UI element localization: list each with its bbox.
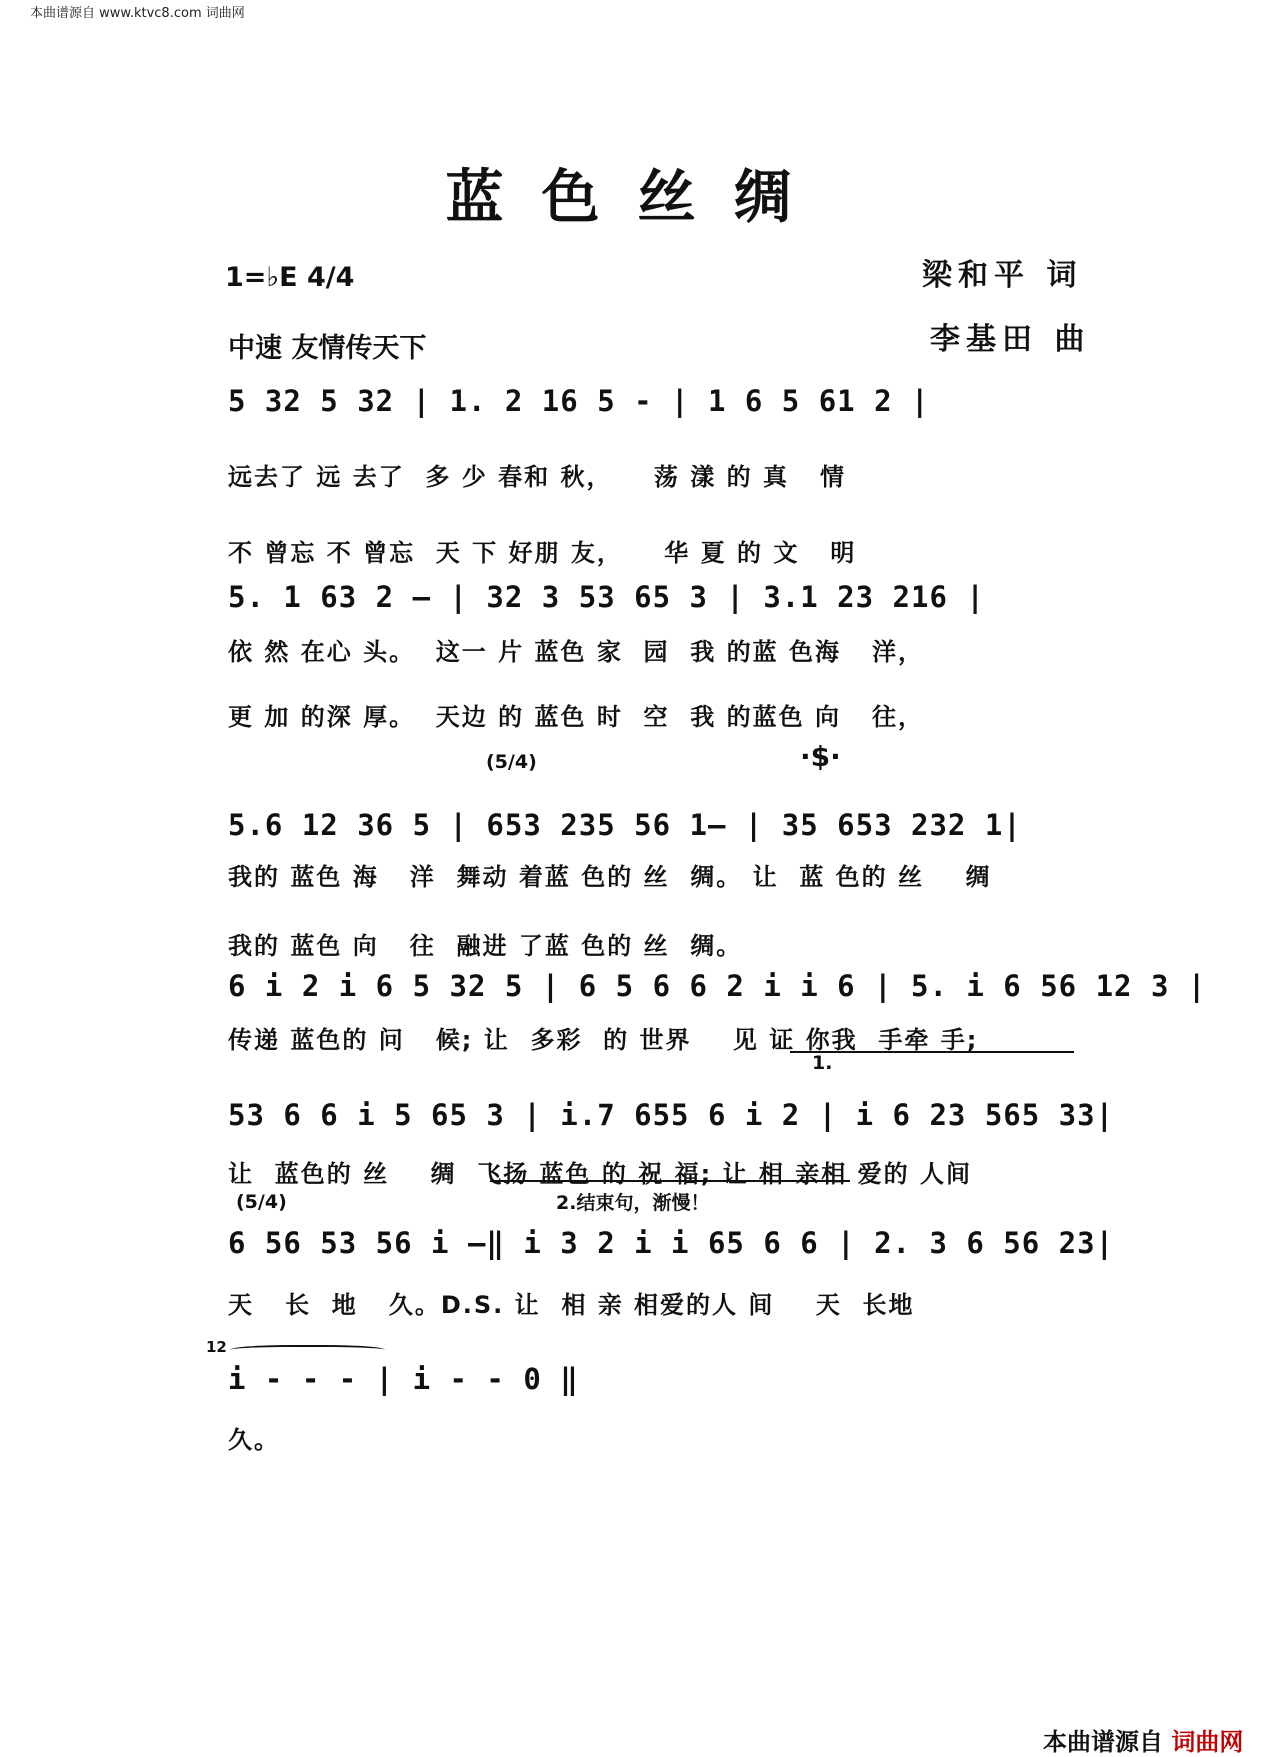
notation-row-7: i - - - | i - - 0 ‖ [228,1362,579,1396]
notation-row-2: 5. 1 63 2 — | 32 3 53 65 3 | 3.1 23 216 | [228,580,985,614]
notation-row-1: 5 32 5 32 | 1. 2 16 5 - | 1 6 5 61 2 | [228,384,930,418]
song-title: 蓝色丝绸 [445,163,830,231]
lyric-row-6: 天 长 地 久。D.S. 让 相 亲 相爱的人 间 天 长地 [228,1291,915,1319]
segno-sign: ·$· [800,740,841,773]
composer-credit: 李基田 曲 [930,322,1091,357]
bottom-watermark-site: 词曲网 [1171,1728,1244,1756]
tempo-marking: 中速 友情传天下 [228,333,427,364]
lyric-row-3-verse-1: 我的 蓝色 海 洋 舞动 着蓝 色的 丝 绸。 让 蓝 色的 丝 绸 [228,863,992,891]
lyric-row-4: 传递 蓝色的 问 候; 让 多彩 的 世界 见 证 你我 手牵 手; [228,1026,979,1054]
notation-row-3: 5.6 12 36 5 | 653 235 56 1— | 35 653 232 1| [228,808,1022,842]
key-signature: 1=♭E 4/4 [225,262,355,293]
lyricist-credit: 梁和平 词 [922,258,1083,293]
volta-2-bracket [490,1180,850,1182]
time-change-marker-1: (5/4) [486,751,537,773]
bottom-watermark [1043,1722,1243,1757]
volta-1-label: 1. [812,1052,833,1074]
lyric-row-1-verse-2: 不 曾忘 不 曾忘 天 下 好朋 友， 华 夏 的 文 明 [228,539,857,567]
lyric-row-2-verse-1: 依 然 在心 头。 这一 片 蓝色 家 园 我 的蓝 色海 洋， [228,638,925,666]
lyric-row-3-verse-2: 我的 蓝色 向 往 融进 了蓝 色的 丝 绸。 [228,932,743,960]
lyric-row-5: 让 蓝色的 丝 绸 飞扬 蓝色 的 祝 福; 让 相 亲相 爱的 人间 [228,1160,972,1188]
bottom-watermark-source: 本曲谱源自 [1043,1728,1163,1756]
tie-arc [230,1345,385,1357]
lyric-row-2-verse-2: 更 加 的深 厚。 天边 的 蓝色 时 空 我 的蓝色 向 往， [228,703,925,731]
notation-row-6: 6 56 53 56 i —‖ i 3 2 i i 65 6 6 | 2. 3 6 56 23| [228,1226,1115,1260]
fermata-meter-label: 12 [206,1338,227,1356]
lyric-row-7: 久。 [228,1426,280,1454]
lyric-row-1-verse-1: 远去了 远 去了 多 少 春和 秋， 荡 漾 的 真 情 [228,463,847,491]
time-change-marker-2: (5/4) [236,1191,287,1213]
notation-row-5: 53 6 6 i 5 65 3 | i.7 655 6 i 2 | i 6 23 565 33| [228,1098,1115,1132]
volta-1-bracket [790,1051,1074,1053]
top-watermark: 本曲谱源自 www.ktvc8.com 词曲网 [30,6,245,21]
notation-row-4: 6 i 2 i 6 5 32 5 | 6 5 6 6 2 i i 6 | 5. i 6 56 12 3 | [228,969,1207,1003]
volta-2-label: 2.结束句，渐慢！ [556,1192,710,1214]
